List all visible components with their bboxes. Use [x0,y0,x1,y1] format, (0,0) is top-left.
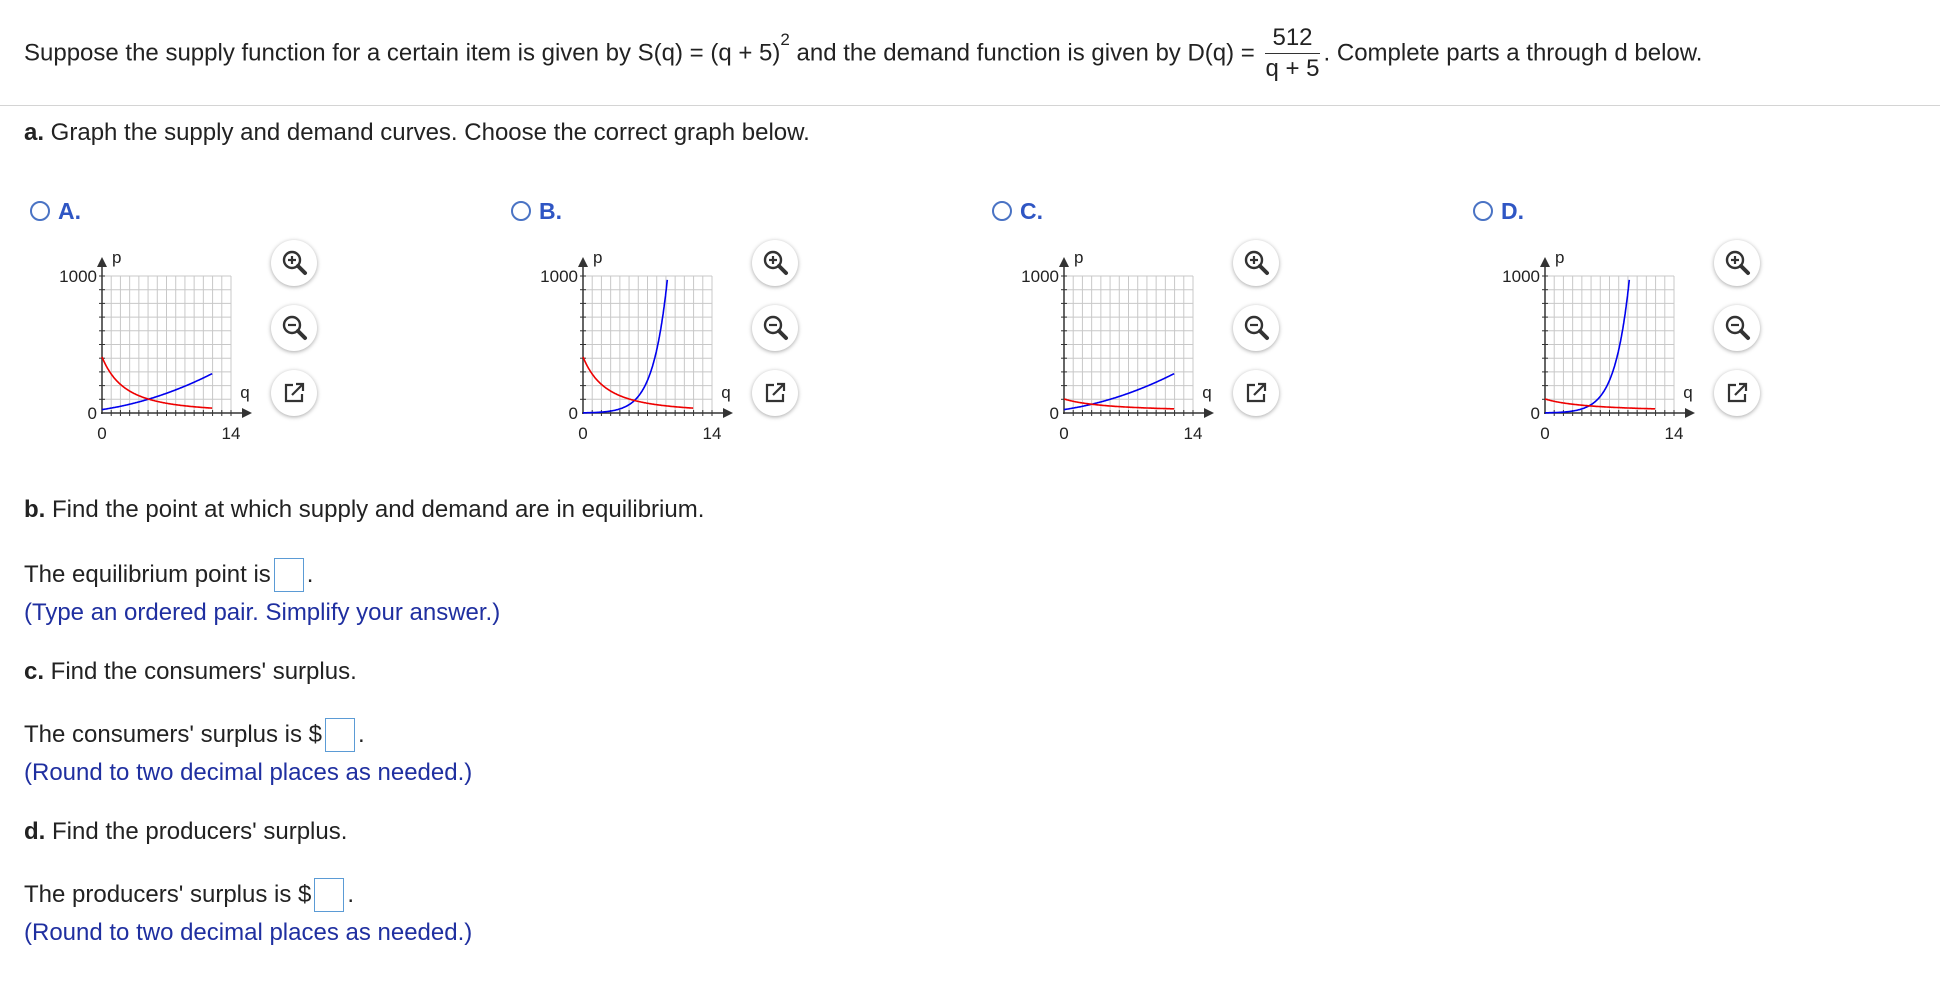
problem-outro: . Complete parts a through d below. [1323,39,1703,67]
option-a-radio[interactable] [30,196,81,226]
zoom-out-icon [760,313,790,343]
y-axis-variable-label: p [593,248,603,267]
popout-icon [1241,378,1271,408]
part-d-heading: d. Find the producers' surplus. [24,818,348,845]
y-axis-max-label: 1000 [59,267,97,286]
y-axis-arrow [97,257,107,267]
consumers-surplus-hint: (Round to two decimal places as needed.) [24,759,473,786]
consumers-surplus-input[interactable] [325,718,355,752]
y-axis-arrow [1059,257,1069,267]
x-axis-arrow [242,408,252,418]
problem-intro: Suppose the supply function for a certain item is given by S(q) = (q + 5) [24,39,781,67]
x-axis-max-label: 14 [221,424,241,443]
y-axis-variable-label: p [1074,248,1084,267]
option-letter: C. [1020,197,1043,224]
x-axis-variable-label: q [1683,383,1693,402]
supply-curve [583,280,667,413]
zoom-in-icon [279,248,309,278]
producers-surplus-prompt: The producers' surplus is $ . [24,878,354,912]
option-letter: B. [539,197,562,224]
option-c-zoom-out-button[interactable] [1233,305,1279,351]
option-letter: A. [58,197,81,224]
demand-fraction [1265,25,1319,82]
y-axis-max-label: 1000 [1021,267,1059,286]
option-c-radio[interactable] [992,196,1043,226]
y-axis-max-label: 1000 [540,267,578,286]
radio-button[interactable] [511,201,531,221]
x-axis-min-label: 0 [1059,424,1069,443]
y-axis-arrow [578,257,588,267]
y-axis-zero-label: 0 [87,404,97,423]
radio-button[interactable] [1473,201,1493,221]
option-b-zoom-in-button[interactable] [752,240,798,286]
option-b-radio[interactable] [511,196,562,226]
problem-middle: and the demand function is given by D(q) = [789,39,1262,67]
option-a-zoom-in-button[interactable] [271,240,317,286]
part-b-heading: b. Find the point at which supply and demand are in equilibrium. [24,496,705,523]
popout-icon [279,378,309,408]
x-axis-min-label: 0 [97,424,107,443]
option-a-popout-button[interactable] [271,370,317,416]
y-axis-variable-label: p [112,248,122,267]
y-axis-arrow [1540,257,1550,267]
y-axis-variable-label: p [1555,248,1565,267]
option-d-zoom-in-button[interactable] [1714,240,1760,286]
zoom-in-icon [1241,248,1271,278]
divider [0,105,1940,106]
popout-icon [760,378,790,408]
fraction-denominator: q + 5 [1265,55,1320,83]
option-d-zoom-out-button[interactable] [1714,305,1760,351]
zoom-in-icon [760,248,790,278]
radio-button[interactable] [992,201,1012,221]
fraction-numerator: 512 [1265,25,1319,54]
popout-icon [1722,378,1752,408]
option-a-zoom-out-button[interactable] [271,305,317,351]
x-axis-variable-label: q [240,383,250,402]
x-axis-arrow [1204,408,1214,418]
zoom-out-icon [279,313,309,343]
y-axis-zero-label: 0 [1530,404,1540,423]
supply-curve [1545,280,1629,413]
option-d-radio[interactable] [1473,196,1524,226]
zoom-out-icon [1241,313,1271,343]
x-axis-arrow [723,408,733,418]
producers-surplus-input[interactable] [314,878,344,912]
option-b-zoom-out-button[interactable] [752,305,798,351]
radio-button[interactable] [30,201,50,221]
zoom-in-icon [1722,248,1752,278]
x-axis-arrow [1685,408,1695,418]
option-b-popout-button[interactable] [752,370,798,416]
problem-exponent: 2 [780,29,790,49]
y-axis-zero-label: 0 [1049,404,1059,423]
x-axis-min-label: 0 [578,424,588,443]
y-axis-zero-label: 0 [568,404,578,423]
x-axis-variable-label: q [721,383,731,402]
equilibrium-answer-input[interactable] [274,558,304,592]
problem-statement [24,24,1924,82]
producers-surplus-hint: (Round to two decimal places as needed.) [24,919,473,946]
zoom-out-icon [1722,313,1752,343]
x-axis-max-label: 14 [702,424,722,443]
option-letter: D. [1501,197,1524,224]
equilibrium-hint: (Type an ordered pair. Simplify your answer.) [24,599,501,626]
x-axis-max-label: 14 [1664,424,1684,443]
option-c-popout-button[interactable] [1233,370,1279,416]
part-a-heading: a. Graph the supply and demand curves. Choose the correct graph below. [24,119,810,146]
consumers-surplus-prompt: The consumers' surplus is $ . [24,718,365,752]
option-d-popout-button[interactable] [1714,370,1760,416]
y-axis-max-label: 1000 [1502,267,1540,286]
equilibrium-prompt: The equilibrium point is . [24,558,313,592]
option-c-zoom-in-button[interactable] [1233,240,1279,286]
x-axis-max-label: 14 [1183,424,1203,443]
x-axis-min-label: 0 [1540,424,1550,443]
part-c-heading: c. Find the consumers' surplus. [24,658,357,685]
x-axis-variable-label: q [1202,383,1212,402]
